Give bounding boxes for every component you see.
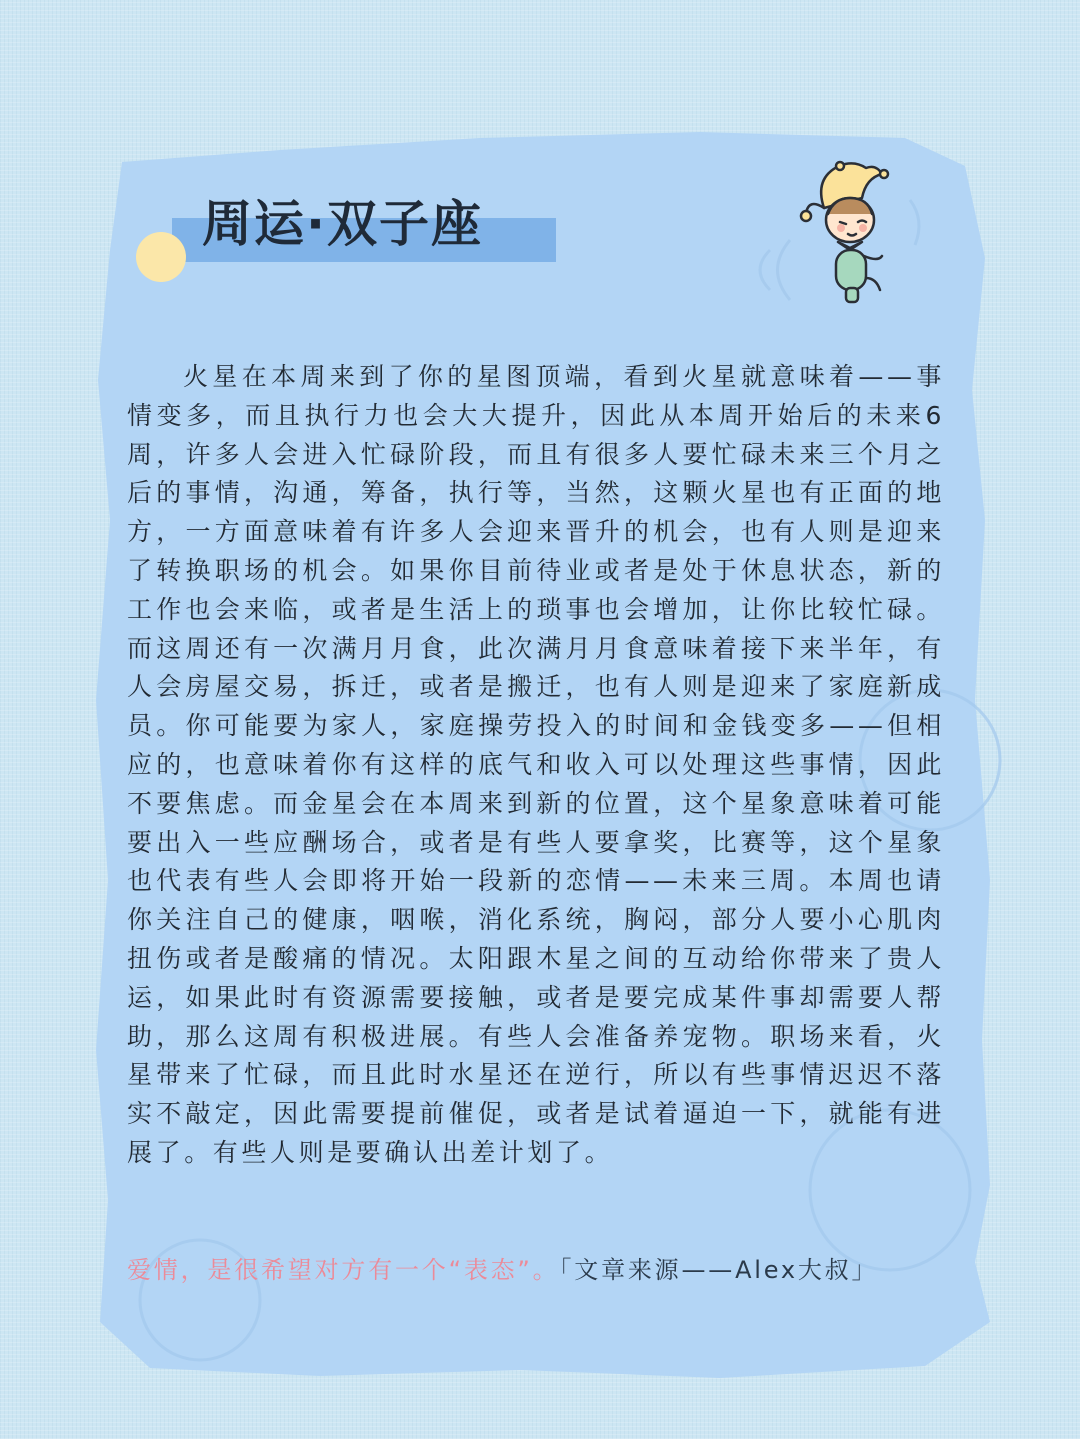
page-title: 周运·双子座 [202,195,483,253]
footer-line [127,1250,957,1285]
article-source: 「文章来源——Alex大叔」 [559,1256,879,1284]
title-dot [136,232,186,282]
horoscope-article: 火星在本周来到了你的星图顶端，看到火星就意味着——事情变多，而且执行力也会大大提升，因此从本周开始后的未来6周，许多人会进入忙碌阶段，而且有很多人要忙碌未来三个月之后的事情，沟通，筹备，执行等，当然，这颗火星也有正面的地方，一方面意味着有许多人会迎来晋升的机会，也有人则是迎来了转换职场的机会。如果你目前待业或者是处于休息状态，新的工作也会来临，或者是生活上的琐事也会增加，让你比较忙碌。而这周还有一次满月月食，此次满月月食意味着接下来半年，有人会房屋交易，拆迁，或者是搬迁，也有人则是迎来了家庭新成员。你可能要为家人，家庭操劳投入的时间和金钱变多——但相应的，也意味着你有这样的底气和收入可以处理这些事情，因此不要焦虑。而金星会在本周来到新的位置，这个星象意味着可能要出入一些应酬场合，或者是有些人要拿奖，比赛等，这个星象也代表有些人会即将开始一段新的恋情——未来三周。本周也请你关注自己的健康，咽喉，消化系统，胸闷，部分人要小心肌肉扭伤或者是酸痛的情况。太阳跟木星之间的互动给你带来了贵人运，如果此时有资源需要接触，或者是要完成某件事却需要人帮助，那么这周有积极进展。有些人会准备养宠物。职场来看，火星带来了忙碌，而且此时水星还在逆行，所以有些事情迟迟不落实不敲定，因此需要提前催促，或者是试着逼迫一下，就能有进展了。有些人则是要确认出差计划了。 [127,362,945,1167]
jester-icon [754,158,944,308]
love-forecast: 爱情，是很希望对方有一个“表态”。 [127,1256,560,1284]
